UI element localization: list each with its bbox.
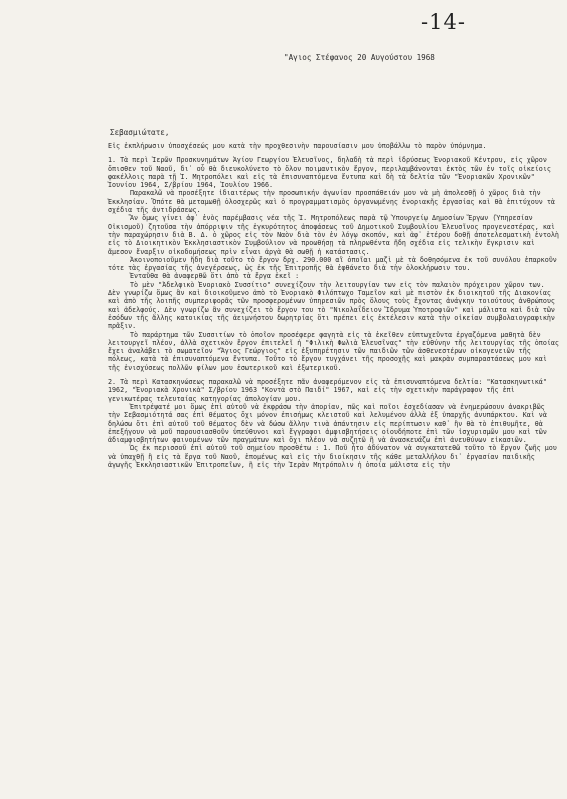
paragraph: Ἀκοινοποιοῦμεν ἤδη διὰ τοῦτο τὸ ἔργον δρχ. 290.000 αἳ ὁποῖαι μαζὶ μὲ τὰ δοθησόμενα ἐκ τοῦ συνόλου ἐπαρκοῦν τότε τὰς ἐργασίας τῆς ἀνεγέρσεως, ὡς ἐκ τῆς Ἐπιτροπῆς θὰ ἐφθάνετο διὰ τὴν ὁλοκλήρωσιν του.: [108, 255, 557, 273]
salutation: Σεβασμιώτατε,: [110, 128, 170, 137]
page-number: -14-: [421, 10, 466, 34]
paragraph: Παρακαλῶ νὰ προσέξητε ἰδιαιτέρως τὴν προσωπικήν ἀγωνίαν προσπάθειάν μου νὰ μὴ ἀπολεσθῇ ὁ χῶρος διὰ τὴν Ἐκκλησίαν. Ὅπότε θὰ μεταμωθῇ ὁλοσχερῶς καὶ ὁ προγραμματισμὸς ὀργανωμένης ἐνοριακῆς ἐργασίας καὶ θὰ ἐπιτύχουν τὰ σχέδια τῆς ἀντιδράσεως.: [108, 189, 555, 215]
paragraph: Ἐπιτρέψατέ μοι ὅμως ἐπὶ αὐτοῦ νὰ ἐκφράσω τὴν ἀπορίαν, πῶς καὶ ποῖοι ἐσχεδίασαν νὰ ἐνημερώσουν ἀνακριβῶς τὴν Σεβασμιότητά σας ἐπὶ θέματος ὄχι μόνον ἐπισήμως κλειστοῦ καὶ λελυμένου ἀλλὰ ἐξ ὑπαρχῆς ἀνυπάρκτου. Καὶ νὰ δηλώσω ὅτι ἐπὶ αὐτοῦ τοῦ θέματος δὲν νὰ δώσω ἄλλην τινὰ ἀπάντησιν εἰς περίπτωσιν καθ᾽ ἣν θὰ τὸ ἐπιθυμῆτε, θὰ ἐπεξήγουν νὰ μοῦ παρουσιασθοῦν ὑπεύθυνοι καὶ ἔγγραφοι ἀμφισβητήσεις οἱουδήποτε ἐπὶ τῶν ἰσχυρισμῶν μου καὶ τῶν ἀδιαμφισβητήτων φαινομένων τῶν πραγμάτων καὶ ὄχι πλέον νὰ συζητῶ ἢ νὰ ἀνασκευάζω ἐπὶ ἀνευθύνων εἰκασιῶν.: [108, 402, 547, 445]
paragraph-intro: Εἰς ἐκπλήρωσιν ὑποσχέσεώς μου κατὰ τὴν προχθεσινὴν παρουσίασιν μου ὑποβάλλω τὸ παρὸν ὑπόμνημα.: [108, 142, 487, 150]
paragraph-item-1: 1. Τὰ περὶ Ἱερῶν Προσκυνημάτων Ἁγίου Γεωργίου Ἐλευσῖνος, δηλαδὴ τὰ περὶ ἱδρύσεως Ἐνοριακοῦ Κέντρου, εἰς χῶρον ὄπισθεν τοῦ Ναοῦ, δι᾽ οὗ θὰ διευκολύνετο τὸ ὅλον ποιμαντικὸν ἔργον, περιλαμβάνονται ἐκτὸς τῶν ἐν τοῖς οἰκείοις φακέλλοις παρὰ τῇ Ἱ. Μητροπόλει καὶ εἰς τὰ ἐπισυναπτόμενα ἔντυπα καὶ δὴ τὰ δελτία τῶν "Ἐνοριακῶν Χρονικῶν" Ἰουνίου 1964, Σ/βρίου 1964, Ἰουλίου 1966.: [108, 156, 551, 190]
paragraph-item-2: 2. Τὰ περὶ Κατασκηνώσεως παρακαλῶ νὰ προσέξητε πᾶν ἀναφερόμενον εἰς τὰ ἐπισυναπτόμενα δελτία: "Κατασκηνωτικά" 1962, "Ἐνοριακὰ Χρονικὰ" Σ/βρίου 1963 "Κοντὰ στὸ Παιδί" 1967, καὶ εἰς τὴν σχετικὴν παράγραφον τῆς ἐπὶ γενικωτέρας τελευταίας κατηγορίας ἀπολογίαν μου.: [108, 378, 547, 403]
dateline: "Αγιος Στέφανος 20 Αυγούστου 1968: [284, 53, 435, 62]
paragraph: Ἐνταῦθα θὰ ἀναφερθῶ ὅτι ἀπὸ τὰ ἔργα ἐκεῖ :: [130, 272, 300, 281]
paragraph: Τὸ μὲν "Ἀδελφικὸ Ἐνοριακὸ Συσσίτιο" συνεχίζουν τὴν λειτουργίαν των εἰς τὸν παλαιὸν πρόχειρον χῶρον των. Δὲν γνωρίζω ὅμως ἂν καὶ διοικοῦμενο ἀπὸ τὸ Ἐνοριακὸ Φιλόπτωχο Ταμεῖον καὶ μὲ πιστὸν ἐκ διοικητοῦ τῆς Διακονίας καὶ ἀπὸ τῆς λοιπῆς συμπεριφορᾶς τῶν προσφερομένων ὑπηρεσιῶν πρὸς ὅλους τοὺς ἔχοντας ἀνάγκην τοιούτους ἀνθρώπους καὶ ἀδελφούς. Δὲν γνωρίζω ἂν συνεχίζει τὸ ἔργον του τὸ "Νικολαΐδειον Ἵδρυμα Ὑποτροφιῶν" καὶ μάλιστα καὶ διὰ τῶν ἐσόδων τῆς ἄλλης κατοικίας τῆς ἀειμνήστου δωρητρίας ὅτι πρέπει εἰς ἐκτέλεσιν κατὰ τὴν οἰκείαν συμβολαιογραφικὴν πρᾶξιν.: [108, 280, 555, 331]
paragraph: Ὡς ἐκ περισσοῦ ἐπὶ αὐτοῦ τοῦ σημείου προσθέτω : 1. Ποῦ ἦτο ἀδύνατον νὰ συγκατατεθῶ τοῦτο τὸ ἔργον ζωῆς μου νὰ ὑπαχθῇ ἢ εἰς τὰ ἔργα τοῦ Ναοῦ, ἑπομένως καὶ εἰς τὴν διοίκησιν τῆς κάθε μεταλλήλου δι᾽ ἐργασίαν παιδικῆς ἀγωγῆς Ἐκκλησιαστικῶν Ἐπιτροπεῖων, ἢ εἰς τὴν Ἱερὰν Μητρόπολιν ἡ ὁποία μάλιστα εἰς τὴν: [108, 444, 557, 469]
paragraph: Ἂν ὅμως γίνει ἀφ᾽ ἑνὸς παρέμβασις νέα τῆς Ἱ. Μητροπόλεως παρὰ τῷ Ὑπουργείῳ Δημοσίων Ἔργων (Ὑπηρεσίαν Οἰκισμοῦ) ζητοῦσα τὴν ἀπόρριψιν τῆς ἐγκυρότητος ἀποφάσεως τοῦ Δημοτικοῦ Συμβουλίου Ἐλευσῖνος προγενεστέρας, καὶ τὴν παραχώρησιν διὰ Β. Δ. ὁ χῶρος εἰς τὸν Ναὸν διὰ τὸν ἐν λόγῳ σκοπόν, καὶ ἀφ᾽ ἑτέρου δοθῇ ἀποτελεσματικὴ ἐντολὴ εἰς τὸ Διοικητικὸν Ἐκκλησιαστικὸν Συμβούλιον νὰ προωθήσῃ τὰ πληρωθέντα ἤδη σχέδια εἰς τελικὴν ἔγκρισιν καὶ ἄμεσον ἔναρξιν οἰκοδομήσεως πρὶν εἶναι ἀργὰ θὰ σωθῇ ἡ κατάστασις.: [108, 214, 559, 256]
paragraph: Τὸ παράρτημα τῶν Συσσιτίων τὸ ὁποῖον προσέφερε φαγητὰ εἰς τὰ ἐκεῖθεν εὐπτωχεῦντα ἐργαζόμενα μαθητὰ δὲν λειτουργεῖ πλέον, ἀλλὰ σχετικὸν ἔργον ἐπιτελεῖ ἡ "Φιλικὴ Φωλιὰ Ἐλευσῖνας" τὴν εὐθύνην τῆς λειτουργίας τῆς ὁποίας ἔχει ἀναλάβει τὸ σωματεῖον "Ἅγιος Γεώργιος" εἰς ἐξυπηρέτησιν τῶν παιδιῶν τῶν ἀσθενεστέρων οἰκογενειῶν τῆς πόλεως, κατὰ τὰ ἐπισυναπτόμενα ἔντυπα. Τοῦτο τὸ ἔργον τυγχάνει τῆς προσοχῆς καὶ μακρὰν συμπαραστάσεως μου καὶ τῆς ἐνισχύσεως πολλῶν φίλων μου ἐσωτερικοῦ καὶ ἐξωτερικοῦ.: [108, 330, 559, 372]
letter-body: [108, 142, 560, 469]
